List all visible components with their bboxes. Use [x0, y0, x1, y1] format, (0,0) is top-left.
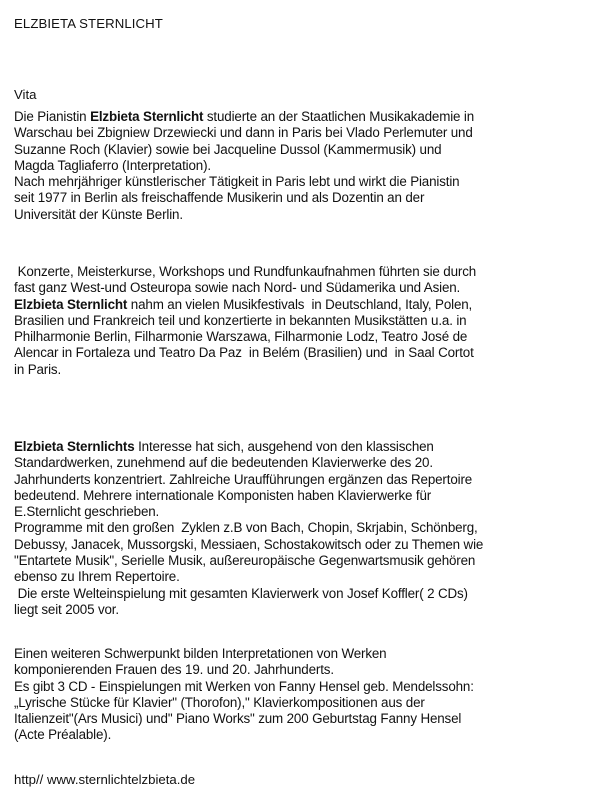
- text-line: Philharmonie Berlin, Filharmonie Warszawa, Filharmonie Lodz, Teatro José de: [14, 329, 468, 345]
- document-page: [14, 16, 580, 787]
- artist-name: Elzbieta Sternlichts: [14, 439, 135, 454]
- page-title: ELZBIETA STERNLICHT: [14, 16, 163, 31]
- artist-name: Elzbieta Sternlicht: [90, 109, 204, 124]
- text-line: [14, 439, 580, 455]
- text-line: E.Sternlicht geschrieben.: [14, 504, 160, 520]
- text-line: „Lyrische Stücke für Klavier" (Thorofon)," Klavierkompositionen aus der: [14, 694, 425, 710]
- text-line: Magda Tagliaferro (Interpretation).: [14, 157, 211, 173]
- website-url: http// www.sternlichtelzbieta.de: [14, 772, 196, 787]
- text-segment: Interesse hat sich, ausgehend von den klassischen: [134, 439, 434, 454]
- paragraph-repertoire: [14, 439, 580, 618]
- text-line: Suzanne Roch (Klavier) sowie bei Jacqueline Dussol (Kammermusik) und: [14, 141, 442, 157]
- paragraph-recordings: [14, 646, 580, 744]
- text-line: Die erste Welteinspielung mit gesamten Klavierwerk von Josef Koffler( 2 CDs): [14, 585, 468, 601]
- text-line: [14, 109, 580, 125]
- text-line: Standardwerken, zunehmend auf die bedeutenden Klavierwerke des 20.: [14, 455, 433, 471]
- text-line: Warschau bei Zbigniew Drzewiecki und dann in Paris bei Vlado Perlemuter und: [14, 125, 473, 141]
- text-line: ebenso zu Ihrem Repertoire.: [14, 569, 180, 585]
- text-line: Konzerte, Meisterkurse, Workshops und Rundfunkaufnahmen führten sie durch: [14, 264, 477, 279]
- text-line: in Paris.: [14, 361, 62, 377]
- text-segment: studierte an der Staatlichen Musikakademie in: [203, 109, 475, 124]
- text-line: liegt seit 2005 vor.: [14, 601, 119, 617]
- text-line: Italienzeit"(Ars Musici) und" Piano Works" zum 200 Geburtstag Fanny Hensel: [14, 711, 462, 727]
- text-line: [14, 297, 580, 313]
- section-heading: Vita: [14, 87, 37, 102]
- text-line: bedeutend. Mehrere internationale Komponisten haben Klavierwerke für: [14, 487, 432, 503]
- text-line: "Entartete Musik", Serielle Musik, außereuropäische Gegenwartsmusik gehören: [14, 553, 476, 569]
- text-line: Brasilien und Frankreich teil und konzertierte in bekannten Musikstätten u.a. in: [14, 312, 467, 328]
- text-line: Alencar in Fortaleza und Teatro Da Paz in Belém (Brasilien) und in Saal Cortot: [14, 345, 474, 361]
- text-line: seit 1977 in Berlin als freischaffende Musikerin und als Dozentin an der: [14, 190, 425, 206]
- text-line: (Acte Préalable).: [14, 727, 112, 743]
- text-line: Debussy, Janacek, Mussorgski, Messiaen, Schostakowitsch oder zu Themen wie: [14, 536, 484, 552]
- artist-name: Elzbieta Sternlicht: [14, 296, 128, 312]
- text-line: fast ganz West-und Osteuropa sowie nach Nord- und Südamerika und Asien.: [14, 280, 461, 296]
- text-line: Es gibt 3 CD - Einspielungen mit Werken von Fanny Hensel geb. Mendelssohn:: [14, 678, 474, 694]
- text-line: Jahrhunderts konzentriert. Zahlreiche Uraufführungen ergänzen das Repertoire: [14, 471, 473, 487]
- text-line: Universität der Künste Berlin.: [14, 206, 183, 222]
- text-line: Einen weiteren Schwerpunkt bilden Interpretationen von Werken: [14, 646, 387, 661]
- text-line: Programme mit den großen Zyklen z.B von Bach, Chopin, Skrjabin, Schönberg,: [14, 520, 478, 536]
- text-segment: Die Pianistin: [14, 109, 91, 124]
- text-line: Nach mehrjähriger künstlerischer Tätigkeit in Paris lebt und wirkt die Pianistin: [14, 174, 460, 190]
- paragraph-concerts: [14, 264, 580, 378]
- paragraph-studies: [14, 109, 580, 223]
- text-line: komponierenden Frauen des 19. und 20. Jahrhunderts.: [14, 662, 334, 678]
- text-segment: nahm an vielen Musikfestivals in Deutschland, Italy, Polen,: [127, 296, 473, 312]
